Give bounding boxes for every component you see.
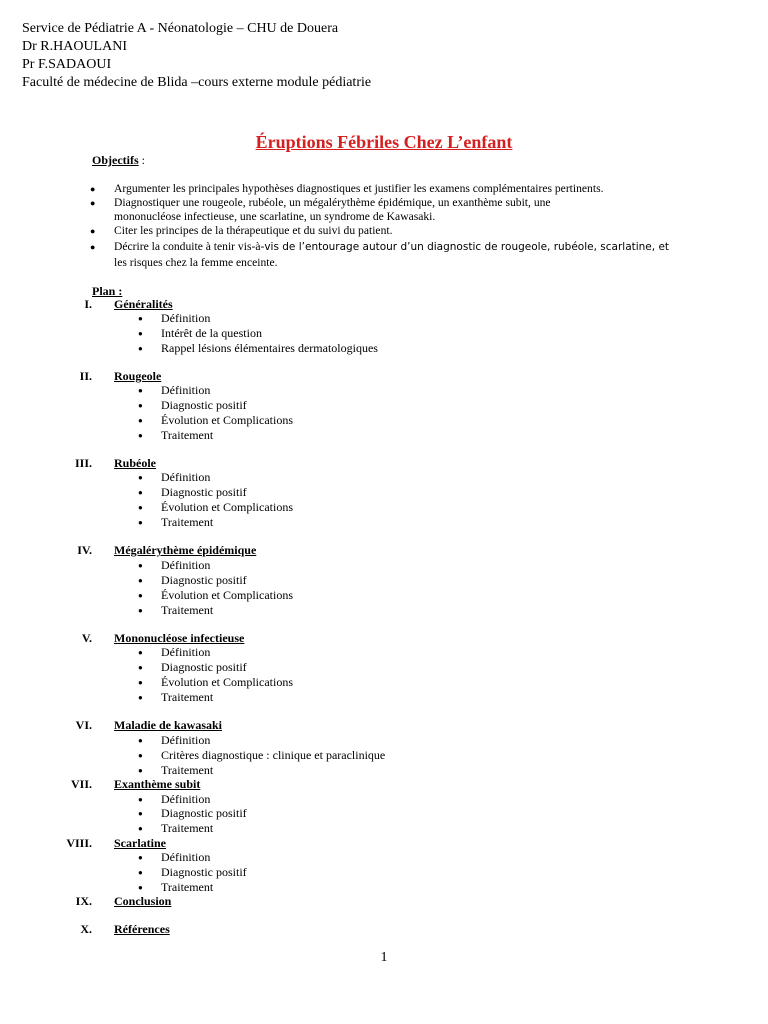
objective-text: Décrire la conduite à tenir vis-à- (114, 240, 265, 253)
bullet-icon: ● (138, 795, 143, 804)
plan-item-text: Traitement (161, 763, 214, 777)
bullet-icon: ● (138, 853, 143, 862)
bullet-icon: ● (138, 503, 143, 512)
section-title: Exanthème subit (114, 777, 201, 791)
bullet-icon: ● (138, 663, 143, 672)
objective-item-continuation (90, 210, 435, 224)
section-title: Maladie de kawasaki (114, 718, 223, 732)
objective-text: mononucléose infectieuse, une scarlatine, un syndrome de Kawasaki. (114, 210, 436, 223)
plan-item-text: Diagnostic positif (161, 485, 247, 499)
plan-list-item (138, 470, 210, 485)
document-title: Éruptions Fébriles Chez L’enfant (255, 132, 513, 152)
section-number: IX. (75, 894, 92, 908)
bullet-icon: ● (138, 751, 143, 760)
plan-list-item (138, 763, 213, 778)
page-number: 1 (380, 950, 388, 965)
section-number: I. (84, 297, 92, 311)
section-number: VI. (75, 718, 92, 732)
section-title: Rougeole (114, 369, 162, 383)
bullet-icon: ● (138, 386, 143, 395)
bullet-icon: ● (138, 591, 143, 600)
plan-item-text: Traitement (161, 821, 214, 835)
bullet-icon: ● (138, 518, 143, 527)
bullet-icon: ● (138, 314, 143, 323)
plan-list-item (138, 428, 213, 443)
plan-list-item (138, 398, 247, 413)
plan-list-item (138, 850, 210, 865)
objective-item (90, 182, 604, 196)
objective-text: Citer les principes de la thérapeutique et du suivi du patient. (114, 224, 393, 237)
bullet-icon: ● (138, 678, 143, 687)
plan-list-item (138, 645, 210, 660)
plan-list-item (138, 588, 293, 603)
plan-list-item (138, 792, 210, 807)
plan-item-text: Diagnostic positif (161, 660, 247, 674)
bullet-icon: ● (90, 226, 96, 236)
plan-item-text: Définition (161, 792, 211, 806)
plan-list-item (138, 660, 247, 675)
section-title: Généralités (114, 297, 173, 311)
bullet-icon: ● (138, 473, 143, 482)
bullet-icon: ● (138, 693, 143, 702)
plan-list-item (138, 880, 213, 895)
bullet-icon: ● (138, 561, 143, 570)
plan-heading: Plan : (92, 284, 123, 298)
header-line-doctor: Dr R.HAOULANI (22, 39, 127, 54)
section-title: Mégalérythème épidémique (114, 543, 257, 557)
bullet-icon: ● (138, 809, 143, 818)
plan-list-item (138, 515, 213, 530)
plan-item-text: Traitement (161, 690, 214, 704)
objective-text: les risques chez la femme enceinte. (114, 256, 278, 269)
bullet-icon: ● (138, 648, 143, 657)
plan-item-text: Traitement (161, 603, 214, 617)
plan-list-item (138, 865, 247, 880)
plan-item-text: Évolution et Complications (161, 500, 293, 514)
plan-item-text: Définition (161, 558, 211, 572)
header-line-professor: Pr F.SADAOUI (22, 57, 112, 72)
bullet-icon: ● (138, 883, 143, 892)
plan-list-item (138, 821, 213, 836)
plan-list-item (138, 690, 213, 705)
plan-item-text: Intérêt de la question (161, 326, 262, 340)
section-number: II. (79, 369, 92, 383)
plan-list-item (138, 806, 247, 821)
header-line-faculty: Faculté de médecine de Blida –cours externe module pédiatrie (22, 75, 372, 90)
header-line-service: Service de Pédiatrie A - Néonatologie – CHU de Douera (22, 21, 339, 36)
plan-item-text: Traitement (161, 880, 214, 894)
plan-item-text: Définition (161, 311, 211, 325)
plan-list-item (138, 558, 210, 573)
plan-item-text: Diagnostic positif (161, 806, 247, 820)
objective-item (90, 196, 551, 210)
plan-list-item (138, 733, 210, 748)
bullet-icon: ● (138, 329, 143, 338)
bullet-icon: ● (138, 416, 143, 425)
bullet-icon: ● (138, 431, 143, 440)
objective-text: Diagnostiquer une rougeole, rubéole, un mégalérythème épidémique, un exanthème subit, une (114, 196, 551, 209)
plan-item-text: Définition (161, 470, 211, 484)
section-title: Rubéole (114, 456, 156, 470)
plan-item-text: Diagnostic positif (161, 865, 247, 879)
plan-list-item (138, 341, 378, 356)
bullet-icon: ● (90, 184, 96, 194)
section-title: Mononucléose infectieuse (114, 631, 245, 645)
objective-item (90, 240, 669, 254)
bullet-icon: ● (138, 488, 143, 497)
bullet-icon: ● (138, 576, 143, 585)
plan-item-text: Diagnostic positif (161, 398, 247, 412)
bullet-icon: ● (90, 242, 96, 252)
plan-list-item (138, 383, 210, 398)
objective-item (90, 224, 393, 238)
section-number: V. (81, 631, 92, 645)
objectives-label-suffix: : (138, 153, 145, 167)
plan-item-text: Évolution et Complications (161, 413, 293, 427)
section-number: X. (80, 922, 92, 936)
plan-item-text: Évolution et Complications (161, 588, 293, 602)
plan-item-text: Évolution et Complications (161, 675, 293, 689)
plan-list-item (138, 326, 262, 341)
plan-list-item (138, 675, 293, 690)
section-title: Références (114, 922, 170, 936)
plan-item-text: Rappel lésions élémentaires dermatologiques (161, 341, 378, 355)
plan-list-item (138, 485, 247, 500)
objective-item-continuation (90, 256, 278, 270)
objective-text-tail: vis de l’entourage autour d’un diagnostic de rougeole, rubéole, scarlatine, et (264, 241, 670, 253)
bullet-icon: ● (138, 766, 143, 775)
bullet-icon: ● (138, 868, 143, 877)
plan-item-text: Traitement (161, 515, 214, 529)
plan-list-item (138, 573, 247, 588)
plan-item-text: Définition (161, 383, 211, 397)
plan-item-text: Traitement (161, 428, 214, 442)
section-number: IV. (77, 543, 92, 557)
plan-item-text: Définition (161, 733, 211, 747)
bullet-icon: ● (138, 824, 143, 833)
plan-list-item (138, 500, 293, 515)
plan-item-text: Critères diagnostique : clinique et paraclinique (161, 748, 386, 762)
plan-list-item (138, 748, 385, 763)
bullet-icon: ● (138, 344, 143, 353)
section-title: Scarlatine (114, 836, 166, 850)
bullet-icon: ● (138, 606, 143, 615)
bullet-icon: ● (90, 198, 96, 208)
plan-item-text: Définition (161, 850, 211, 864)
bullet-icon: ● (138, 736, 143, 745)
objectives-heading (92, 153, 145, 168)
section-number: VII. (70, 777, 92, 791)
plan-item-text: Diagnostic positif (161, 573, 247, 587)
plan-item-text: Définition (161, 645, 211, 659)
section-number: III. (74, 456, 92, 470)
plan-list-item (138, 413, 293, 428)
objectives-label: Objectifs (92, 153, 139, 167)
plan-list-item (138, 603, 213, 618)
bullet-icon: ● (138, 401, 143, 410)
plan-list-item (138, 311, 210, 326)
objective-text: Argumenter les principales hypothèses diagnostiques et justifier les examens complémentaires pertinents. (114, 182, 604, 195)
section-title: Conclusion (114, 894, 172, 908)
section-number: VIII. (66, 836, 92, 850)
